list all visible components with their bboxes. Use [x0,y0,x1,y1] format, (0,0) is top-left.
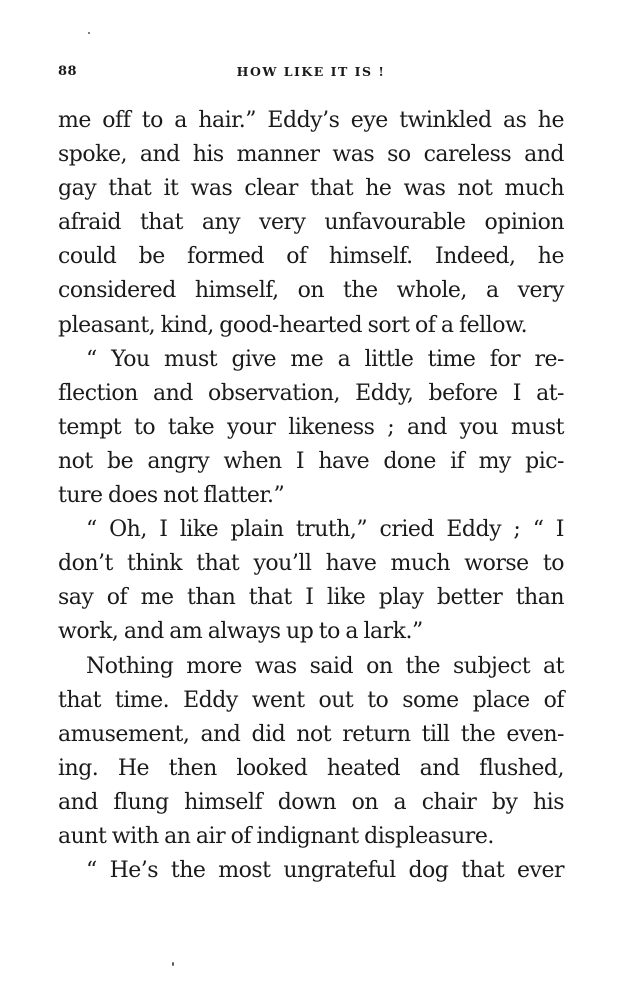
text-line: Nothing more was said on the subject at [86,653,564,679]
text-line: work, and am always up to a lark.” [58,619,423,645]
running-head: HOW LIKE IT IS ! [236,64,386,79]
text-line: and flung himself down on a chair by his [58,789,564,815]
text-line: considered himself, on the whole, a very [58,278,564,304]
text-line: ing. He then looked heated and flushed, [58,755,564,781]
text-line: not be angry when I have done if my pic- [58,448,564,474]
text-line: amusement, and did not return till the even- [58,721,564,747]
text-line: ture does not flatter.” [58,483,285,509]
text-line: say of me than that I like play better than [58,585,564,611]
text-line: me off to a hair.” Eddy’s eye twinkled as he [58,108,564,133]
text-line: “ You must give me a little time for re- [86,346,564,372]
text-line: flection and observation, Eddy, before I at- [58,380,564,406]
page-header [58,64,564,84]
text-line: gay that it was clear that he was not much [58,176,564,202]
text-line: pleasant, kind, good-hearted sort of a fellow. [58,312,528,338]
body-text [58,104,564,888]
stray-mark [172,962,174,966]
stray-mark [88,32,90,34]
text-line: spoke, and his manner was so careless and [58,142,564,168]
text-line: could be formed of himself. Indeed, he [58,244,564,270]
page-number: 88 [58,64,78,79]
text-line: “ Oh, I like plain truth,” cried Eddy ; “ I [86,517,564,543]
text-line: “ He’s the most ungrateful dog that ever [86,858,564,884]
text-line: tempt to take your likeness ; and you must [58,414,564,440]
text-line: aunt with an air of indignant displeasure. [58,823,494,849]
text-line: don’t think that you’ll have much worse to [58,551,564,577]
text-line: that time. Eddy went out to some place of [58,687,564,713]
text-line: afraid that any very unfavourable opinion [58,210,564,236]
